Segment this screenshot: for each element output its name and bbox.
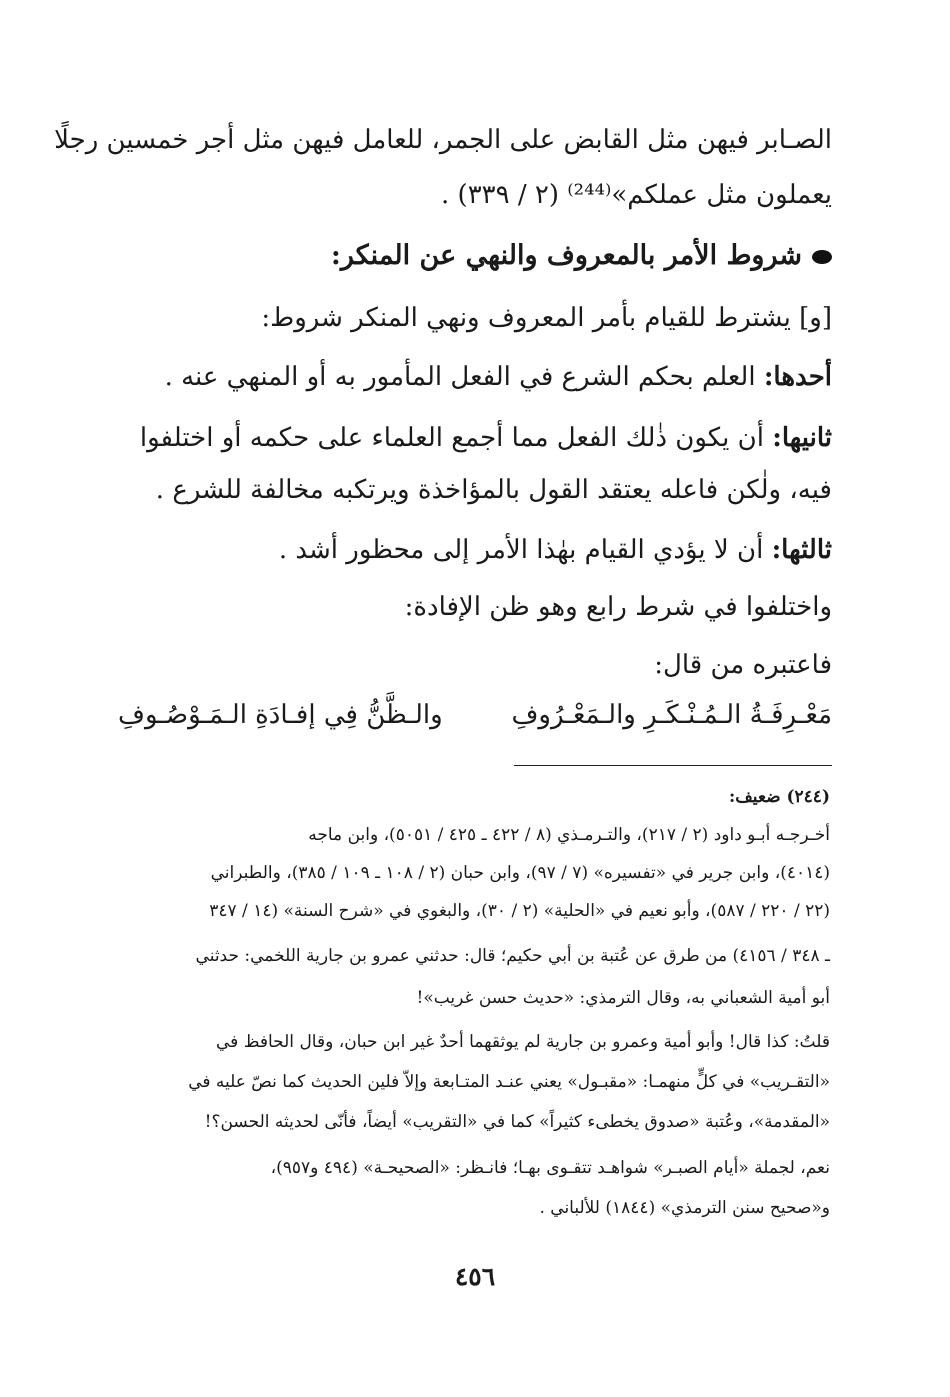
page-number: ٤٥٦ (454, 1262, 496, 1291)
paragraph-line: ثانيها: أن يكون ذٰلك الفعل مما أجمع العلماء على حكمه أو اختلفوا (139, 423, 832, 453)
poem-hemistich-left: والـظَّنُّ فِي إفـادَةِ الـمَـوْصُـوفِ (118, 700, 443, 730)
paragraph-line: واختلفوا في شرط رابع وهو ظن الإفادة: (404, 592, 832, 622)
paragraph-line: [و] يشترط للقيام بأمر المعروف ونهي المنكر شروط: (261, 303, 832, 333)
bullet-icon (812, 250, 832, 264)
paragraph-line: ثالثها: أن لا يؤدي القيام بهٰذا الأمر إلى محظور أشد . (278, 535, 832, 565)
footnote-line: أخـرجـه أبـو داود (٢ / ٢١٧)، والتـرمـذي (٨ / ٤٢٢ ـ ٤٢٥ / ٥٠٥١)، وابن ماجه (308, 825, 830, 845)
footnote-line: «المقدمة»، وعُتبة «صدوق يخطىء كثيراً» كما في «التقريب» أيضاً، فأنّى لحديثه الحسن؟! (204, 1112, 830, 1132)
footnote-separator (514, 765, 832, 766)
footnote-line: (٤٠١٤)، وابن جرير في «تفسيره» (٧ / ٩٧)، وابن حبان (٢ / ١٠٨ ـ ١٠٩ / ٣٨٥)، والطبراني (210, 863, 830, 883)
paragraph-label: ثانيها: (772, 423, 832, 453)
footnote-line: أبو أمية الشعباني به، وقال الترمذي: «حديث حسن غريب»! (416, 988, 830, 1008)
paragraph-line: أحدها: العلم بحكم الشرع في الفعل المأمور به أو المنهي عنه . (164, 362, 832, 392)
footnote-heading: (٢٤٤) ضعيف: (728, 787, 830, 807)
paragraph-line: فيه، ولٰكن فاعله يعتقد القول بالمؤاخذة ويرتكبه مخالفة للشرع . (155, 475, 832, 505)
footnote-line: «التقـريب» في كلٍّ منهمـا: «مقبـول» يعني عنـد المتـابعة وإلاّ فلين الحديث كما نصّ عليه في (188, 1072, 830, 1092)
poem-hemistich-right: مَعْـرِفَـةُ الـمُـنْـكَـرِ والـمَعْـرُوفِ (511, 700, 832, 730)
section-heading: شروط الأمر بالمعروف والنهي عن المنكر: (331, 240, 832, 271)
footnote-line: (٢٢ / ٢٢٠ / ٥٨٧)، وأبو نعيم في «الحلية» (٢ / ٣٠)، والبغوي في «شرح السنة» (١٤ / ٣٤٧ (209, 901, 830, 921)
paragraph-line: الصـابر فيهن مثل القابض على الجمر، للعامل فيهن مثل أجر خمسين رجلًا (54, 125, 832, 155)
paragraph-label: أحدها: (763, 362, 832, 392)
footnote-line: ـ ٣٤٨ / ٤١٥٦) من طرق عن عُتبة بن أبي حكيم؛ قال: حدثني عمرو بن جارية اللخمي: حدثني (195, 946, 830, 966)
footnote-line: قلتُ: كذا قال! وأبو أمية وعمرو بن جارية لم يوثقهما أحدٌ غير ابن حبان، وقال الحافظ في (216, 1032, 830, 1052)
paragraph-line: يعملون مثل عملكم»⁽²⁴⁴⁾ (٢ / ٣٣٩) . (441, 180, 832, 210)
paragraph-line: فاعتبره من قال: (654, 650, 832, 680)
footnote-line: نعم، لجملة «أيام الصبـر» شواهـد تتقـوى بهـا؛ فانـظر: «الصحيحـة» (٤٩٤ و٩٥٧)، (270, 1158, 830, 1178)
footnote-line: و«صحيح سنن الترمذي» (١٨٤٤) للألباني . (539, 1198, 830, 1218)
paragraph-label: ثالثها: (771, 535, 832, 565)
